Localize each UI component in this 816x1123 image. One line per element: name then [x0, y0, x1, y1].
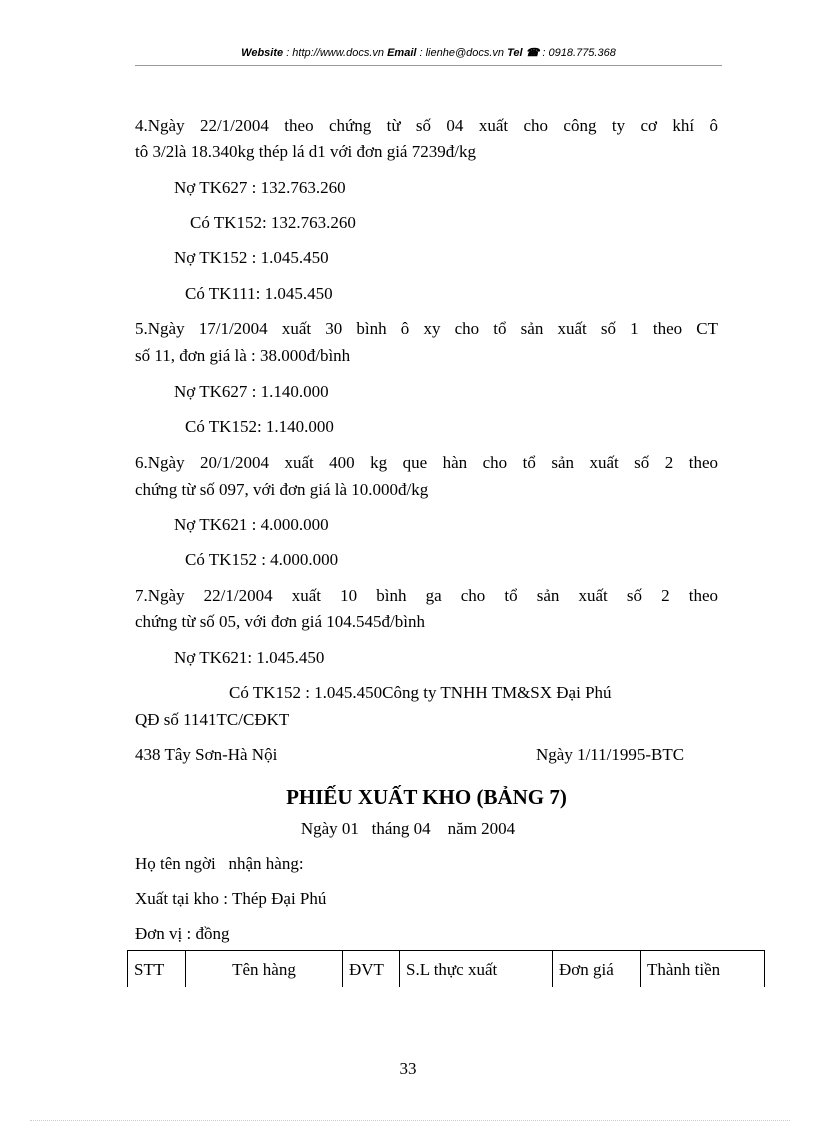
- entry-debit-627: Nợ TK627 : 132.763.260: [174, 178, 346, 197]
- entry-credit-111: Có TK111: 1.045.450: [185, 284, 333, 303]
- page-number: 33: [399, 1059, 417, 1078]
- paragraph-5-line-1: 5.Ngày 17/1/2004 xuất 30 bình ô xy cho tổ sản xuất số 1 theo CT: [135, 319, 718, 338]
- website-label: Website: [241, 47, 284, 59]
- currency-unit: Đơn vị : đồng: [135, 924, 230, 943]
- paragraph-7-line-1: 7.Ngày 22/1/2004 xuất 10 bình ga cho tổ sản xuất số 2 theo: [135, 586, 718, 605]
- paragraph-4-line-2: tô 3/2là 18.340kg thép lá d1 với đơn giá 7239đ/kg: [135, 142, 476, 161]
- entry-debit-627-b: Nợ TK627 : 1.140.000: [174, 382, 329, 401]
- warehouse-label: Xuất tại kho : Thép Đại Phú: [135, 889, 327, 908]
- website-url: : http://www.docs.vn: [283, 47, 388, 59]
- email-address: : lienhe@docs.vn: [416, 47, 508, 59]
- paragraph-4-line-1: 4.Ngày 22/1/2004 theo chứng từ số 04 xuất cho công ty cơ khí ô: [135, 116, 718, 135]
- col-amount: Thành tiền: [640, 951, 765, 987]
- page-header: [135, 46, 722, 59]
- phone-icon: ☎: [525, 47, 540, 59]
- entry-credit-company: Có TK152 : 1.045.450Công ty TNHH TM&SX Đại Phú: [229, 683, 612, 702]
- entry-debit-621: Nợ TK621 : 4.000.000: [174, 515, 329, 534]
- table-header-row: [127, 950, 765, 987]
- decision-date: Ngày 1/11/1995-BTC: [536, 745, 685, 764]
- form-date: Ngày 01 tháng 04 năm 2004: [300, 819, 516, 838]
- col-unit: ĐVT: [342, 951, 399, 987]
- header-divider: [135, 65, 722, 66]
- col-stt: STT: [127, 951, 185, 987]
- paragraph-7-line-2: chứng từ số 05, với đơn giá 104.545đ/bình: [135, 612, 425, 631]
- paragraph-6-line-1: 6.Ngày 20/1/2004 xuất 400 kg que hàn cho tổ sản xuất số 2 theo: [135, 453, 718, 472]
- entry-credit-152: Có TK152: 132.763.260: [190, 213, 356, 232]
- tel-label: Tel: [507, 47, 523, 59]
- tel-number: : 0918.775.368: [539, 47, 616, 59]
- form-title: PHIẾU XUẤT KHO (BẢNG 7): [286, 785, 567, 809]
- footer-divider: [30, 1120, 790, 1121]
- entry-credit-152-b: Có TK152: 1.140.000: [185, 417, 334, 436]
- col-item-name: Tên hàng: [185, 951, 342, 987]
- email-label: Email: [387, 47, 417, 59]
- col-quantity: S.L thực xuất: [399, 951, 552, 987]
- entry-debit-152: Nợ TK152 : 1.045.450: [174, 248, 329, 267]
- decision-number: QĐ số 1141TC/CĐKT: [135, 710, 290, 729]
- company-address: 438 Tây Sơn-Hà Nội: [135, 745, 278, 764]
- entry-credit-152-c: Có TK152 : 4.000.000: [185, 550, 339, 569]
- entry-debit-621-b: Nợ TK621: 1.045.450: [174, 648, 325, 667]
- col-unit-price: Đơn giá: [552, 951, 640, 987]
- receiver-name: Họ tên ngời nhận hàng:: [135, 854, 304, 873]
- paragraph-6-line-2: chứng từ số 097, với đơn giá là 10.000đ/kg: [135, 480, 429, 499]
- paragraph-5-line-2: số 11, đơn giá là : 38.000đ/bình: [135, 346, 351, 365]
